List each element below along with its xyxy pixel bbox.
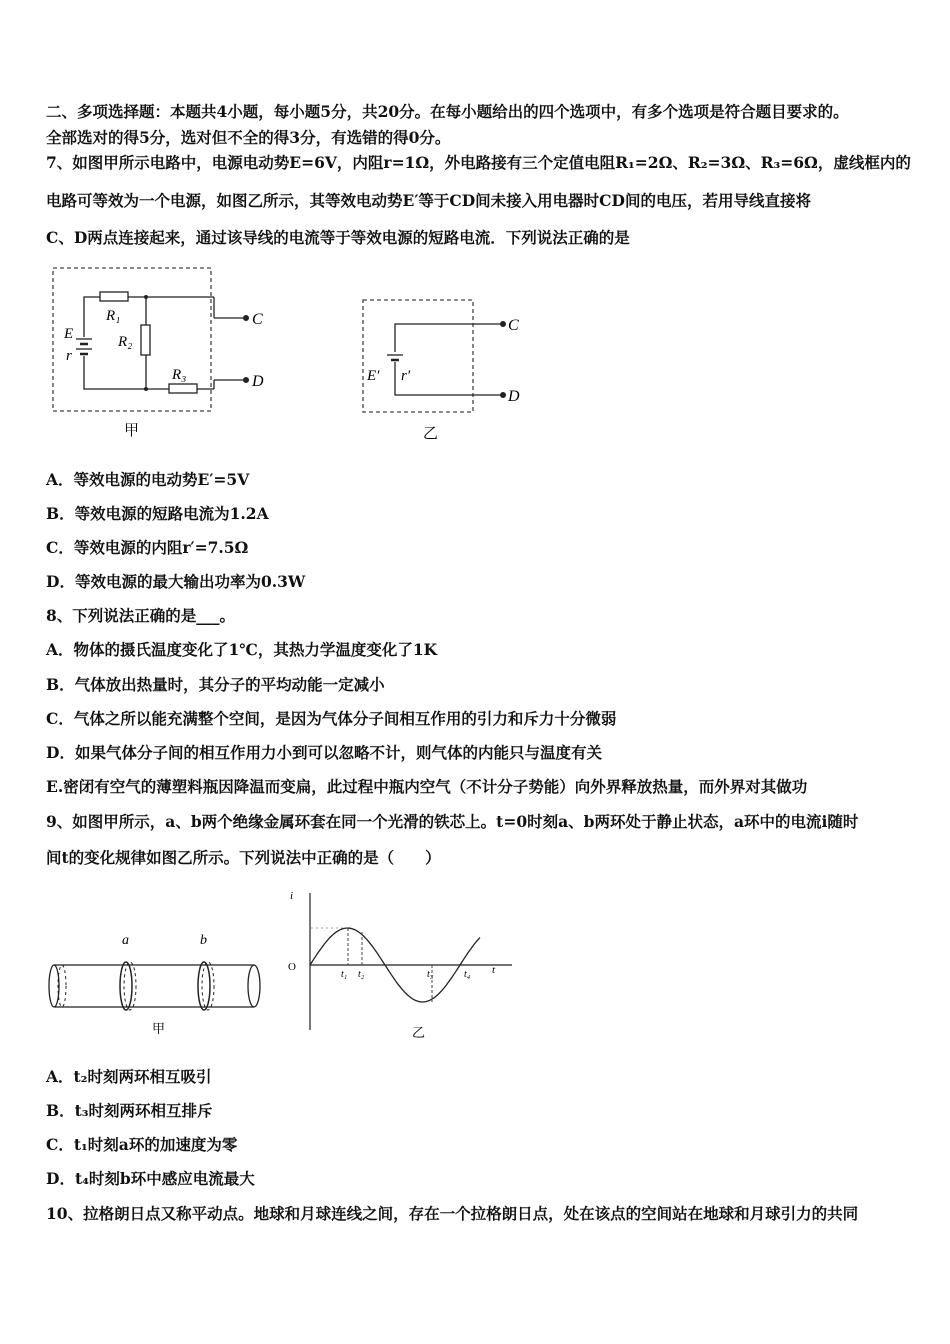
q9-current-curve [310,920,353,965]
q7-jia-label-C: C [252,311,263,328]
q9-yi-caption: 乙 [412,1025,426,1040]
q9-option-b: B．t₃时刻两环相互排斥 [46,1101,213,1120]
q9-current-time-graph-yi [280,885,520,1045]
q7-option-b: B．等效电源的短路电流为1.2A [46,504,269,523]
q8-option-d: D．如果气体分子间的相互作用力小到可以忽略不计，则气体的内能只与温度有关 [46,743,602,762]
q7-option-d: D．等效电源的最大输出功率为0.3W [46,572,306,591]
q7-yi-label-C: C [508,317,519,334]
q8-option-b: B．气体放出热量时，其分子的平均动能一定减小 [46,675,385,694]
q7-jia-caption: 甲 [124,423,140,439]
q9-yi-label-t: t [492,964,496,976]
q9-jia-label-a: a [122,933,129,948]
q7-jia-label-R3: R₃ [172,367,187,383]
q7-yi-label-D: D [508,388,520,405]
q9-yi-label-t2: t₂ [358,969,365,980]
q9-yi-label-t3: t₃ [427,969,434,980]
q8-option-c: C．气体之所以能充满整个空间，是因为气体分子间相互作用的引力和斥力十分微弱 [46,709,617,728]
q8-option-e: E.密闭有空气的薄塑料瓶因降温而变扁，此过程中瓶内空气（不计分子势能）向外界释放热量，而外界对其做功 [46,777,808,796]
q7-yi-caption: 乙 [423,426,439,442]
q7-equivalent-source-diagram-yi [355,292,535,452]
q9-option-c: C．t₁时刻a环的加速度为零 [46,1135,238,1154]
q9-jia-label-b: b [200,933,207,948]
q9-yi-label-t4: t₄ [464,969,471,980]
section-title-line-1: 二、多项选择题：本题共4小题，每小题5分，共20分。在每小题给出的四个选项中，有多个选项是符合题目要求的。 [46,102,849,121]
q7-option-a: A．等效电源的电动势E′=5V [46,470,250,489]
q9-jia-caption: 甲 [152,1021,166,1036]
q9-yi-label-t1: t₁ [341,969,348,980]
q7-stem-line-3: C、D两点连接起来，通过该导线的电流等于等效电源的短路电流．下列说法正确的是 [46,228,630,247]
q9-yi-label-o: O [288,961,296,973]
q7-jia-label-R2: R₂ [118,334,133,350]
q7-stem-line-2: 电路可等效为一个电源，如图乙所示，其等效电动势E′等于CD间未接入用电器时CD间的电压，若用导线直接将 [46,191,811,210]
q10-stem-line-1: 10、拉格朗日点又称平动点。地球和月球连线之间，存在一个拉格朗日点，处在该点的空间站在地球和月球引力的共同 [46,1204,859,1223]
q7-jia-label-E: E [64,326,74,342]
q7-jia-label-r: r [66,348,72,364]
q9-iron-core-diagram-jia [44,925,274,1040]
q9-option-d: D．t₄时刻b环中感应电流最大 [46,1169,255,1188]
q7-stem-line-1: 7、如图甲所示电路中，电源电动势E=6V，内阻r=1Ω，外电路接有三个定值电阻R₁=2Ω、R₂=3Ω、R₃=6Ω，虚线框内的 [46,153,911,172]
q7-yi-label-r: r′ [401,368,411,384]
q9-stem-line-1: 9、如图甲所示，a、b两个绝缘金属环套在同一个光滑的铁芯上。t=0时刻a、b两环处于静止状态，a环中的电流i随时 [46,812,859,831]
q9-yi-label-i: i [290,890,294,902]
q9-option-a: A．t₂时刻两环相互吸引 [46,1067,212,1086]
q7-yi-label-E: E′ [367,368,380,384]
q8-option-a: A．物体的摄氏温度变化了1℃，其热力学温度变化了1K [46,640,438,659]
q7-jia-label-R1: R₁ [106,308,121,324]
section-title-line-2: 全部选对的得5分，选对但不全的得3分，有选错的得0分。 [46,128,451,147]
q7-circuit-diagram-jia [44,262,284,442]
q7-option-c: C．等效电源的内阻r′=7.5Ω [46,538,249,557]
q7-jia-label-D: D [252,373,264,390]
q9-stem-line-2: 间t的变化规律如图乙所示。下列说法中正确的是（ ） [46,848,441,867]
q8-stem: 8、下列说法正确的是___。 [46,606,236,625]
